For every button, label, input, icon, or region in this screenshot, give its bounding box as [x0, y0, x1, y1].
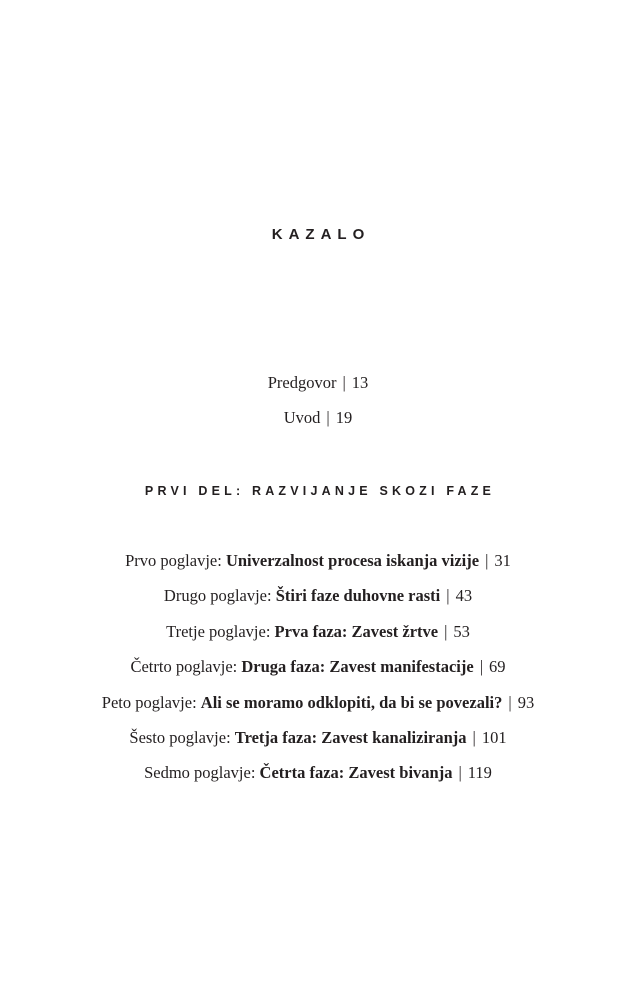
- toc-entry-chapter-6: [0, 729, 636, 747]
- chapter-title: Ali se moramo odklopiti, da bi se povezali?: [200, 692, 503, 712]
- chapter-prefix: Četrto poglavje:: [130, 657, 238, 677]
- chapter-title: Četrta faza: Zavest bivanja: [259, 763, 453, 783]
- toc-entry-uvod: [0, 409, 636, 427]
- toc-entry-chapter-3: [0, 623, 636, 641]
- entry-page-number: 13: [351, 373, 369, 392]
- chapter-prefix: Tretje poglavje:: [166, 621, 271, 641]
- toc-entry-chapter-4: [0, 658, 636, 676]
- chapter-page-number: 31: [494, 551, 511, 570]
- front-matter-list: [0, 374, 636, 444]
- chapter-page-number: 101: [481, 727, 507, 747]
- separator: |: [472, 727, 476, 747]
- chapter-page-number: 69: [489, 657, 506, 677]
- chapter-title: Prva faza: Zavest žrtve: [274, 621, 439, 641]
- separator: |: [479, 657, 484, 677]
- separator: |: [342, 373, 346, 392]
- chapter-page-number: 119: [467, 763, 492, 783]
- entry-label: Uvod: [283, 408, 321, 427]
- separator: |: [444, 621, 448, 641]
- chapter-page-number: 53: [453, 621, 470, 641]
- chapter-prefix: Šesto poglavje:: [129, 727, 231, 747]
- separator: |: [326, 408, 330, 427]
- chapter-page-number: 93: [517, 692, 535, 712]
- chapter-prefix: Drugo poglavje:: [163, 586, 272, 606]
- chapter-title: Univerzalnost procesa iskanja vizije: [225, 551, 480, 570]
- toc-entry-chapter-1: [0, 552, 636, 570]
- separator: |: [508, 692, 512, 712]
- chapter-list: [0, 552, 636, 800]
- toc-entry-chapter-7: [0, 764, 636, 782]
- toc-entry-chapter-2: [0, 587, 636, 605]
- entry-label: Predgovor: [267, 373, 337, 392]
- chapter-prefix: Sedmo poglavje:: [144, 763, 256, 783]
- part-heading: PRVI DEL: RAZVIJANJE SKOZI FAZE: [144, 484, 496, 498]
- toc-entry-chapter-5: [0, 694, 636, 712]
- chapter-title: Druga faza: Zavest manifestacije: [241, 657, 474, 677]
- chapter-prefix: Peto poglavje:: [101, 692, 197, 712]
- chapter-page-number: 43: [455, 586, 473, 606]
- separator: |: [485, 551, 489, 570]
- toc-entry-predgovor: [0, 374, 636, 392]
- page-title: KAZALO: [271, 226, 371, 243]
- chapter-title: Štiri faze duhovne rasti: [275, 586, 441, 606]
- chapter-prefix: Prvo poglavje:: [125, 551, 222, 570]
- entry-page-number: 19: [335, 408, 353, 427]
- separator: |: [446, 586, 450, 606]
- chapter-title: Tretja faza: Zavest kanaliziranja: [234, 727, 467, 747]
- separator: |: [458, 763, 462, 783]
